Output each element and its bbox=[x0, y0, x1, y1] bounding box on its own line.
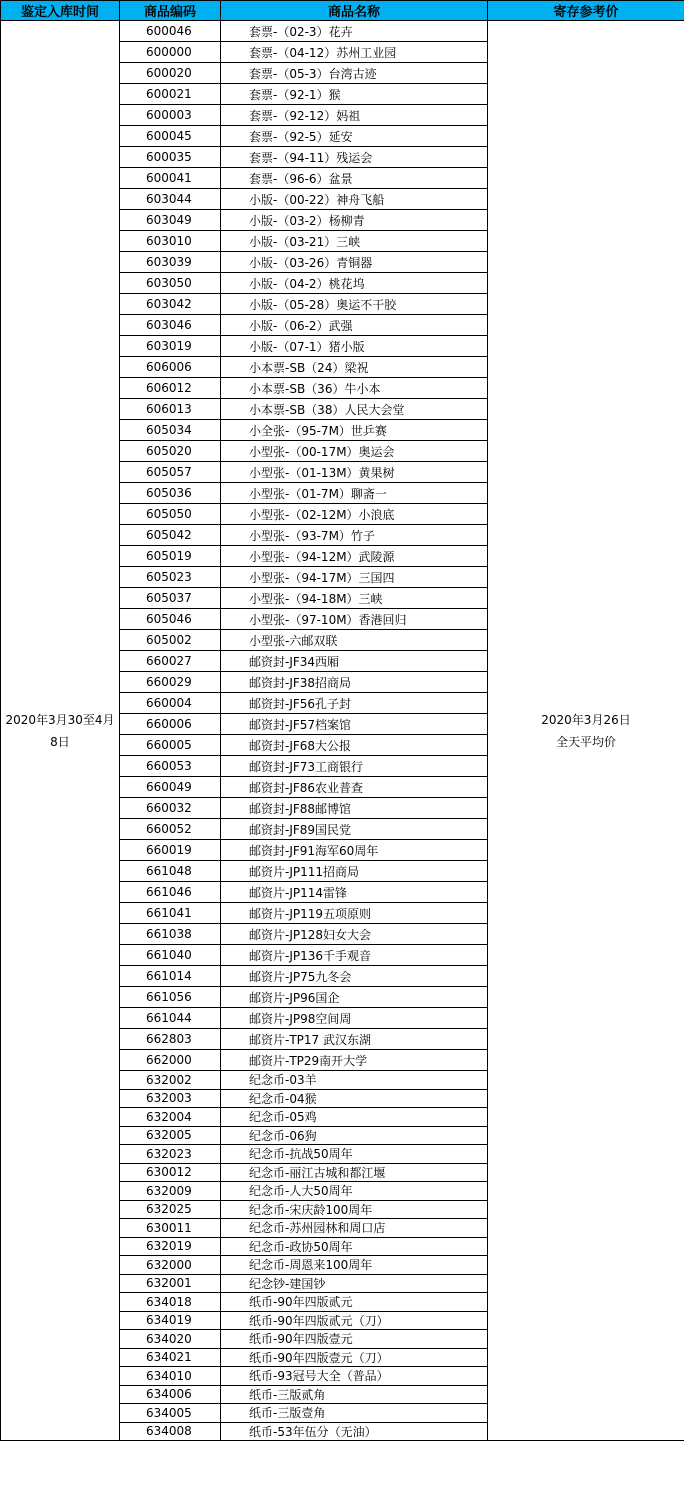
product-code-cell: 661041 bbox=[120, 903, 221, 924]
product-code-cell: 600046 bbox=[120, 21, 221, 42]
product-name-cell: 套票-（02-3）花卉 bbox=[221, 21, 488, 42]
product-name-cell: 纸币-90年四版壹元（刀） bbox=[221, 1348, 488, 1367]
table-row bbox=[1, 21, 684, 42]
product-name-cell: 小型张-六邮双联 bbox=[221, 630, 488, 651]
product-name-cell: 纸币-90年四版壹元 bbox=[221, 1330, 488, 1349]
product-name-cell: 纸币-90年四版贰元 bbox=[221, 1293, 488, 1312]
product-name-cell: 套票-（92-5）延安 bbox=[221, 126, 488, 147]
product-name-cell: 邮资片-JP128妇女大会 bbox=[221, 924, 488, 945]
product-name-cell: 邮资片-JP136千手观音 bbox=[221, 945, 488, 966]
product-code-cell: 632005 bbox=[120, 1126, 221, 1145]
product-name-cell: 邮资封-JF89国民党 bbox=[221, 819, 488, 840]
product-code-cell: 661040 bbox=[120, 945, 221, 966]
product-code-cell: 634019 bbox=[120, 1311, 221, 1330]
product-code-cell: 660019 bbox=[120, 840, 221, 861]
product-code-cell: 661056 bbox=[120, 987, 221, 1008]
product-name-cell: 小版-（03-2）杨柳青 bbox=[221, 210, 488, 231]
product-code-cell: 634008 bbox=[120, 1422, 221, 1441]
product-code-cell: 660052 bbox=[120, 819, 221, 840]
product-code-cell: 603039 bbox=[120, 252, 221, 273]
product-name-cell: 小型张-（97-10M）香港回归 bbox=[221, 609, 488, 630]
product-name-cell: 套票-（94-11）残运会 bbox=[221, 147, 488, 168]
product-code-cell: 606006 bbox=[120, 357, 221, 378]
product-name-cell: 纸币-三版壹角 bbox=[221, 1404, 488, 1423]
product-name-cell: 小型张-（02-12M）小浪底 bbox=[221, 504, 488, 525]
product-name-cell: 小型张-（94-12M）武陵源 bbox=[221, 546, 488, 567]
product-code-cell: 632000 bbox=[120, 1256, 221, 1275]
product-code-cell: 600021 bbox=[120, 84, 221, 105]
product-name-cell: 纪念币-周恩来100周年 bbox=[221, 1256, 488, 1275]
product-name-cell: 纪念币-丽江古城和都江堰 bbox=[221, 1163, 488, 1182]
product-code-cell: 632009 bbox=[120, 1182, 221, 1201]
product-code-cell: 660049 bbox=[120, 777, 221, 798]
product-name-cell: 套票-（92-1）猴 bbox=[221, 84, 488, 105]
product-name-cell: 套票-（96-6）盆景 bbox=[221, 168, 488, 189]
product-name-cell: 邮资片-JP98空间周 bbox=[221, 1008, 488, 1029]
header-price-ref: 寄存参考价 bbox=[488, 1, 684, 21]
product-code-cell: 634021 bbox=[120, 1348, 221, 1367]
product-code-cell: 632004 bbox=[120, 1108, 221, 1127]
product-name-cell: 邮资封-JF57档案馆 bbox=[221, 714, 488, 735]
product-code-cell: 603046 bbox=[120, 315, 221, 336]
product-code-cell: 605034 bbox=[120, 420, 221, 441]
product-name-cell: 小本票-SB（36）牛小本 bbox=[221, 378, 488, 399]
product-code-cell: 600003 bbox=[120, 105, 221, 126]
product-code-cell: 660027 bbox=[120, 651, 221, 672]
product-name-cell: 小型张-（94-17M）三国四 bbox=[221, 567, 488, 588]
product-name-cell: 小版-（03-21）三峡 bbox=[221, 231, 488, 252]
product-name-cell: 纪念币-06狗 bbox=[221, 1126, 488, 1145]
product-code-cell: 603019 bbox=[120, 336, 221, 357]
product-code-cell: 661046 bbox=[120, 882, 221, 903]
product-name-cell: 邮资片-JP96国企 bbox=[221, 987, 488, 1008]
header-date-range: 鉴定入库时间 bbox=[1, 1, 120, 21]
product-code-cell: 660006 bbox=[120, 714, 221, 735]
product-name-cell: 纸币-90年四版贰元（刀） bbox=[221, 1311, 488, 1330]
product-name-cell: 邮资片-JP119五项原则 bbox=[221, 903, 488, 924]
product-name-cell: 纪念币-04猴 bbox=[221, 1089, 488, 1108]
product-code-cell: 603044 bbox=[120, 189, 221, 210]
product-name-cell: 小本票-SB（38）人民大会堂 bbox=[221, 399, 488, 420]
product-code-cell: 605019 bbox=[120, 546, 221, 567]
product-name-cell: 邮资封-JF68大公报 bbox=[221, 735, 488, 756]
price-ref-basis: 全天平均价 bbox=[555, 734, 616, 749]
product-name-cell: 纪念币-苏州园林和周口店 bbox=[221, 1219, 488, 1238]
product-name-cell: 套票-（92-12）妈祖 bbox=[221, 105, 488, 126]
product-name-cell: 小版-（04-2）桃花坞 bbox=[221, 273, 488, 294]
product-code-cell: 603042 bbox=[120, 294, 221, 315]
product-name-cell: 纪念币-人大50周年 bbox=[221, 1182, 488, 1201]
product-code-cell: 605020 bbox=[120, 441, 221, 462]
product-code-cell: 661044 bbox=[120, 1008, 221, 1029]
product-code-cell: 660032 bbox=[120, 798, 221, 819]
product-name-cell: 邮资封-JF91海军60周年 bbox=[221, 840, 488, 861]
product-name-cell: 纸币-93冠号大全（普品） bbox=[221, 1367, 488, 1386]
product-code-cell: 606012 bbox=[120, 378, 221, 399]
product-name-cell: 小型张-（93-7M）竹子 bbox=[221, 525, 488, 546]
product-name-cell: 小型张-（00-17M）奥运会 bbox=[221, 441, 488, 462]
product-name-cell: 小型张-（94-18M）三峡 bbox=[221, 588, 488, 609]
product-code-cell: 600000 bbox=[120, 42, 221, 63]
product-code-cell: 634020 bbox=[120, 1330, 221, 1349]
product-code-cell: 660029 bbox=[120, 672, 221, 693]
product-name-cell: 邮资片-TP17 武汉东湖 bbox=[221, 1029, 488, 1050]
product-code-cell: 600041 bbox=[120, 168, 221, 189]
product-code-cell: 632002 bbox=[120, 1071, 221, 1090]
product-code-cell: 661014 bbox=[120, 966, 221, 987]
product-code-cell: 661038 bbox=[120, 924, 221, 945]
price-ref-cell bbox=[488, 21, 684, 1441]
product-code-cell: 605042 bbox=[120, 525, 221, 546]
product-name-cell: 套票-（04-12）苏州工业园 bbox=[221, 42, 488, 63]
product-code-cell: 660005 bbox=[120, 735, 221, 756]
product-name-cell: 邮资片-TP29南开大学 bbox=[221, 1050, 488, 1071]
product-name-cell: 小版-（07-1）猪小版 bbox=[221, 336, 488, 357]
date-range-cell: 2020年3月30至4月8日 bbox=[1, 21, 120, 1441]
product-code-cell: 600045 bbox=[120, 126, 221, 147]
product-code-cell: 605002 bbox=[120, 630, 221, 651]
product-name-cell: 小型张-（01-7M）聊斋一 bbox=[221, 483, 488, 504]
product-name-cell: 邮资封-JF73工商银行 bbox=[221, 756, 488, 777]
product-code-cell: 605050 bbox=[120, 504, 221, 525]
product-code-cell: 605037 bbox=[120, 588, 221, 609]
product-name-cell: 邮资封-JF38招商局 bbox=[221, 672, 488, 693]
product-code-cell: 630011 bbox=[120, 1219, 221, 1238]
product-name-cell: 邮资封-JF88邮博馆 bbox=[221, 798, 488, 819]
product-code-cell: 660004 bbox=[120, 693, 221, 714]
product-code-cell: 632003 bbox=[120, 1089, 221, 1108]
product-code-cell: 632001 bbox=[120, 1274, 221, 1293]
product-name-cell: 小全张-（95-7M）世乒赛 bbox=[221, 420, 488, 441]
product-code-cell: 661048 bbox=[120, 861, 221, 882]
product-name-cell: 纪念钞-建国钞 bbox=[221, 1274, 488, 1293]
product-name-cell: 纸币-三版贰角 bbox=[221, 1385, 488, 1404]
product-name-cell: 邮资片-JP111招商局 bbox=[221, 861, 488, 882]
product-code-cell: 603010 bbox=[120, 231, 221, 252]
product-code-cell: 660053 bbox=[120, 756, 221, 777]
product-name-cell: 邮资片-JP114雷锋 bbox=[221, 882, 488, 903]
product-code-cell: 634010 bbox=[120, 1367, 221, 1386]
product-name-cell: 纪念币-宋庆龄100周年 bbox=[221, 1200, 488, 1219]
product-name-cell: 小版-（03-26）青铜器 bbox=[221, 252, 488, 273]
product-name-cell: 邮资封-JF56孔子封 bbox=[221, 693, 488, 714]
product-name-cell: 纸币-53年伍分（无油） bbox=[221, 1422, 488, 1441]
product-name-cell: 套票-（05-3）台湾古迹 bbox=[221, 63, 488, 84]
product-name-cell: 邮资封-JF86农业普查 bbox=[221, 777, 488, 798]
product-name-cell: 邮资片-JP75九冬会 bbox=[221, 966, 488, 987]
product-code-cell: 630012 bbox=[120, 1163, 221, 1182]
product-name-cell: 小版-（00-22）神舟飞船 bbox=[221, 189, 488, 210]
product-name-cell: 纪念币-政协50周年 bbox=[221, 1237, 488, 1256]
product-name-cell: 小本票-SB（24）梁祝 bbox=[221, 357, 488, 378]
product-code-cell: 632019 bbox=[120, 1237, 221, 1256]
product-name-cell: 纪念币-05鸡 bbox=[221, 1108, 488, 1127]
product-code-cell: 605036 bbox=[120, 483, 221, 504]
product-code-cell: 662803 bbox=[120, 1029, 221, 1050]
table-body bbox=[1, 21, 684, 1441]
product-name-cell: 小版-（05-28）奥运不干胶 bbox=[221, 294, 488, 315]
product-code-cell: 634018 bbox=[120, 1293, 221, 1312]
product-code-cell: 603050 bbox=[120, 273, 221, 294]
product-name-cell: 纪念币-03羊 bbox=[221, 1071, 488, 1090]
product-code-cell: 605046 bbox=[120, 609, 221, 630]
product-code-cell: 662000 bbox=[120, 1050, 221, 1071]
product-code-cell: 632025 bbox=[120, 1200, 221, 1219]
product-name-cell: 小版-（06-2）武强 bbox=[221, 315, 488, 336]
header-code: 商品编码 bbox=[120, 1, 221, 21]
product-code-cell: 600035 bbox=[120, 147, 221, 168]
product-code-cell: 634006 bbox=[120, 1385, 221, 1404]
product-code-cell: 606013 bbox=[120, 399, 221, 420]
product-name-cell: 邮资封-JF34西厢 bbox=[221, 651, 488, 672]
product-code-cell: 634005 bbox=[120, 1404, 221, 1423]
product-name-cell: 纪念币-抗战50周年 bbox=[221, 1145, 488, 1164]
product-code-cell: 603049 bbox=[120, 210, 221, 231]
product-name-cell: 小型张-（01-13M）黄果树 bbox=[221, 462, 488, 483]
price-ref-date: 2020年3月26日 bbox=[541, 712, 631, 727]
product-code-cell: 632023 bbox=[120, 1145, 221, 1164]
header-row bbox=[1, 1, 684, 21]
product-code-cell: 605023 bbox=[120, 567, 221, 588]
header-name: 商品名称 bbox=[221, 1, 488, 21]
product-code-cell: 605057 bbox=[120, 462, 221, 483]
product-code-cell: 600020 bbox=[120, 63, 221, 84]
